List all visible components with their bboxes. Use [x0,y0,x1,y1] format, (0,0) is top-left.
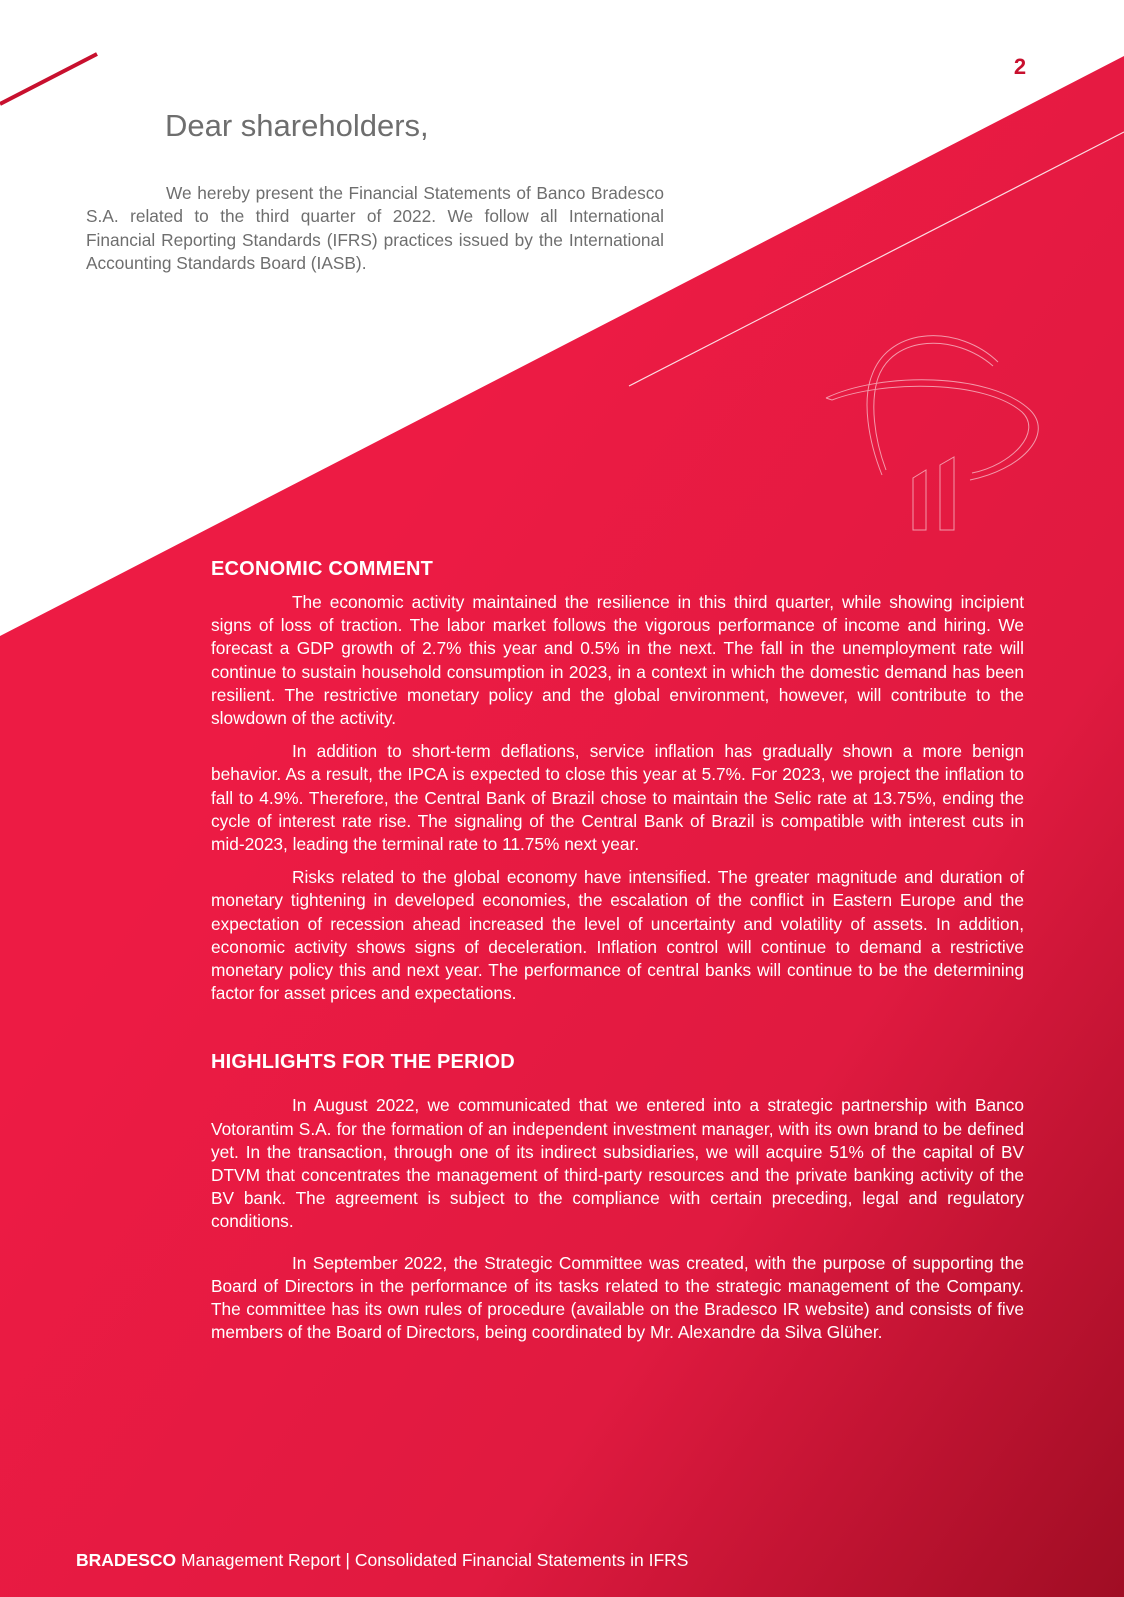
greeting-heading: Dear shareholders, [165,108,429,143]
economic-comment-paragraph: In addition to short-term deflations, service inflation has gradually shown a more benign behavior. As a result, the IPCA is expected to close this year at 5.7%. For 2023, we project the inflation to fall to 4.9%. Therefore, the Central Bank of Brazil chose to maintain the Selic rate at 13.75%, ending the cycle of interest rate rise. The signaling of the Central Bank of Brazil is compatible with interest cuts in mid-2023, leading the terminal rate to 11.75% next year. [211,741,1024,855]
intro-paragraph: We hereby present the Financial Statements of Banco Bradesco S.A. related to the third quarter of 2022. We follow all International Financial Reporting Standards (IFRS) practices issued by the International Accounting Standards Board (IASB). [86,183,664,274]
footer-text: Management Report | Consolidated Financial Statements in IFRS [181,1550,689,1570]
economic-comment-heading: ECONOMIC COMMENT [211,558,434,580]
page-footer [76,1550,688,1571]
highlights-paragraph: In August 2022, we communicated that we entered into a strategic partnership with Banco Votorantim S.A. for the formation of an independent investment manager, with its own brand to be defined yet. In the transaction, through one of its indirect subsidiaries, we will acquire 51% of the capital of BV DTVM that concentrates the management of third-party resources and the private banking activity of the BV bank. The agreement is subject to the compliance with certain preceding, legal and regulatory conditions. [211,1095,1024,1232]
main-content [211,558,1024,1344]
footer-brand: BRADESCO [76,1550,177,1570]
highlights-heading: HIGHLIGHTS FOR THE PERIOD [211,1051,515,1074]
economic-comment-paragraph: Risks related to the global economy have intensified. The greater magnitude and duration of monetary tightening in developed economies, the escalation of the conflict in Eastern Europe and the expectation of recession ahead increased the level of uncertainty and volatility of assets. In addition, economic activity shows signs of deceleration. Inflation control will continue to demand a restrictive monetary policy this and next year. The performance of central banks will continue to be the determining factor for asset prices and expectations. [211,867,1024,1004]
page-number: 2 [1013,54,1027,79]
highlights-paragraph: In September 2022, the Strategic Committee was created, with the purpose of supporting the Board of Directors in the performance of its tasks related to the strategic management of the Company. The committee has its own rules of procedure (available on the Bradesco IR website) and consists of five members of the Board of Directors, being coordinated by Mr. Alexandre da Silva Glüher. [211,1252,1024,1343]
economic-comment-paragraph: The economic activity maintained the resilience in this third quarter, while showing incipient signs of loss of traction. The labor market follows the vigorous performance of income and hiring. We forecast a GDP growth of 2.7% this year and 0.5% in the next. The fall in the unemployment rate will continue to sustain household consumption in 2023, in a context in which the domestic demand has been resilient. The restrictive monetary policy and the global environment, however, will contribute to the slowdown of the activity. [211,592,1024,729]
corner-accent-line [0,54,97,104]
